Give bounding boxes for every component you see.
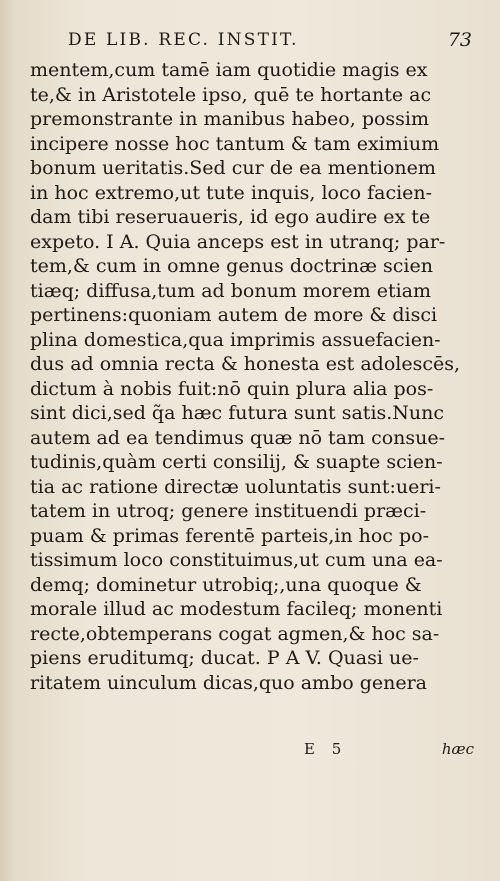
- text-line: morale illud ac modestum facileq; monenti: [30, 598, 443, 620]
- catchword: hæc: [441, 740, 474, 758]
- signature-mark: E 5: [304, 740, 348, 758]
- text-line: plina domestica,qua imprimis assuefacien-: [30, 328, 441, 351]
- text-line: tissimum loco constituimus,ut cum una ea-: [30, 549, 443, 571]
- text-line: puam & primas ferentē parteis,in hoc po-: [30, 524, 429, 547]
- running-title: DE LIB. REC. INSTIT.: [68, 30, 299, 50]
- text-line: premonstrante in manibus habeo, possim: [30, 108, 430, 130]
- text-line: pertinens:quoniam autem de more & disci: [30, 304, 438, 326]
- text-line: incipere nosse hoc tantum & tam eximium: [30, 132, 440, 155]
- text-line: tiæq; diffusa,tum ad bonum morem etiam: [30, 279, 431, 302]
- text-line: tem,& cum in omne genus doctrinæ scien: [30, 255, 433, 277]
- text-line: tia ac ratione directæ uoluntatis sunt:ueri-: [30, 475, 441, 498]
- text-line: piens eruditumq; ducat. P A V. Quasi ue-: [30, 647, 419, 669]
- text-line: tudinis,quàm certi consilij, & suapte scien-: [30, 451, 443, 473]
- text-line: dus ad omnia recta & honesta est adolescēs,: [30, 353, 461, 375]
- text-line: tatem in utroq; genere instituendi præci-: [30, 500, 427, 522]
- text-line: ritatem uinculum dicas,quo ambo genera: [30, 671, 428, 694]
- text-line: in hoc extremo,ut tute inquis, loco facien-: [30, 181, 433, 204]
- text-line: te,& in Aristotele ipso, quē te hortante ac: [30, 83, 432, 106]
- text-line: mentem,cum tamē iam quotidie magis ex: [30, 59, 428, 81]
- text-line: expeto. I A. Quia anceps est in utranq; par-: [30, 230, 446, 253]
- body-text: [30, 58, 472, 695]
- text-line: bonum ueritatis.Sed cur de ea mentionem: [30, 157, 436, 179]
- page-footer: [304, 740, 474, 764]
- text-line: recte,obtemperans cogat agmen,& hoc sa-: [30, 622, 440, 645]
- text-line: dictum à nobis fuit:nō quin plura alia pos-: [30, 377, 434, 400]
- text-line: demq; dominetur utrobiq;,una quoque &: [30, 573, 422, 596]
- running-header: [68, 30, 472, 54]
- text-line: sint dici,sed q̃a hæc futura sunt satis.Nunc: [30, 402, 445, 424]
- text-line: dam tibi reseruaueris, id ego audire ex te: [30, 206, 431, 228]
- page-number: 73: [447, 29, 472, 51]
- text-line: autem ad ea tendimus quæ nō tam consue-: [30, 426, 446, 449]
